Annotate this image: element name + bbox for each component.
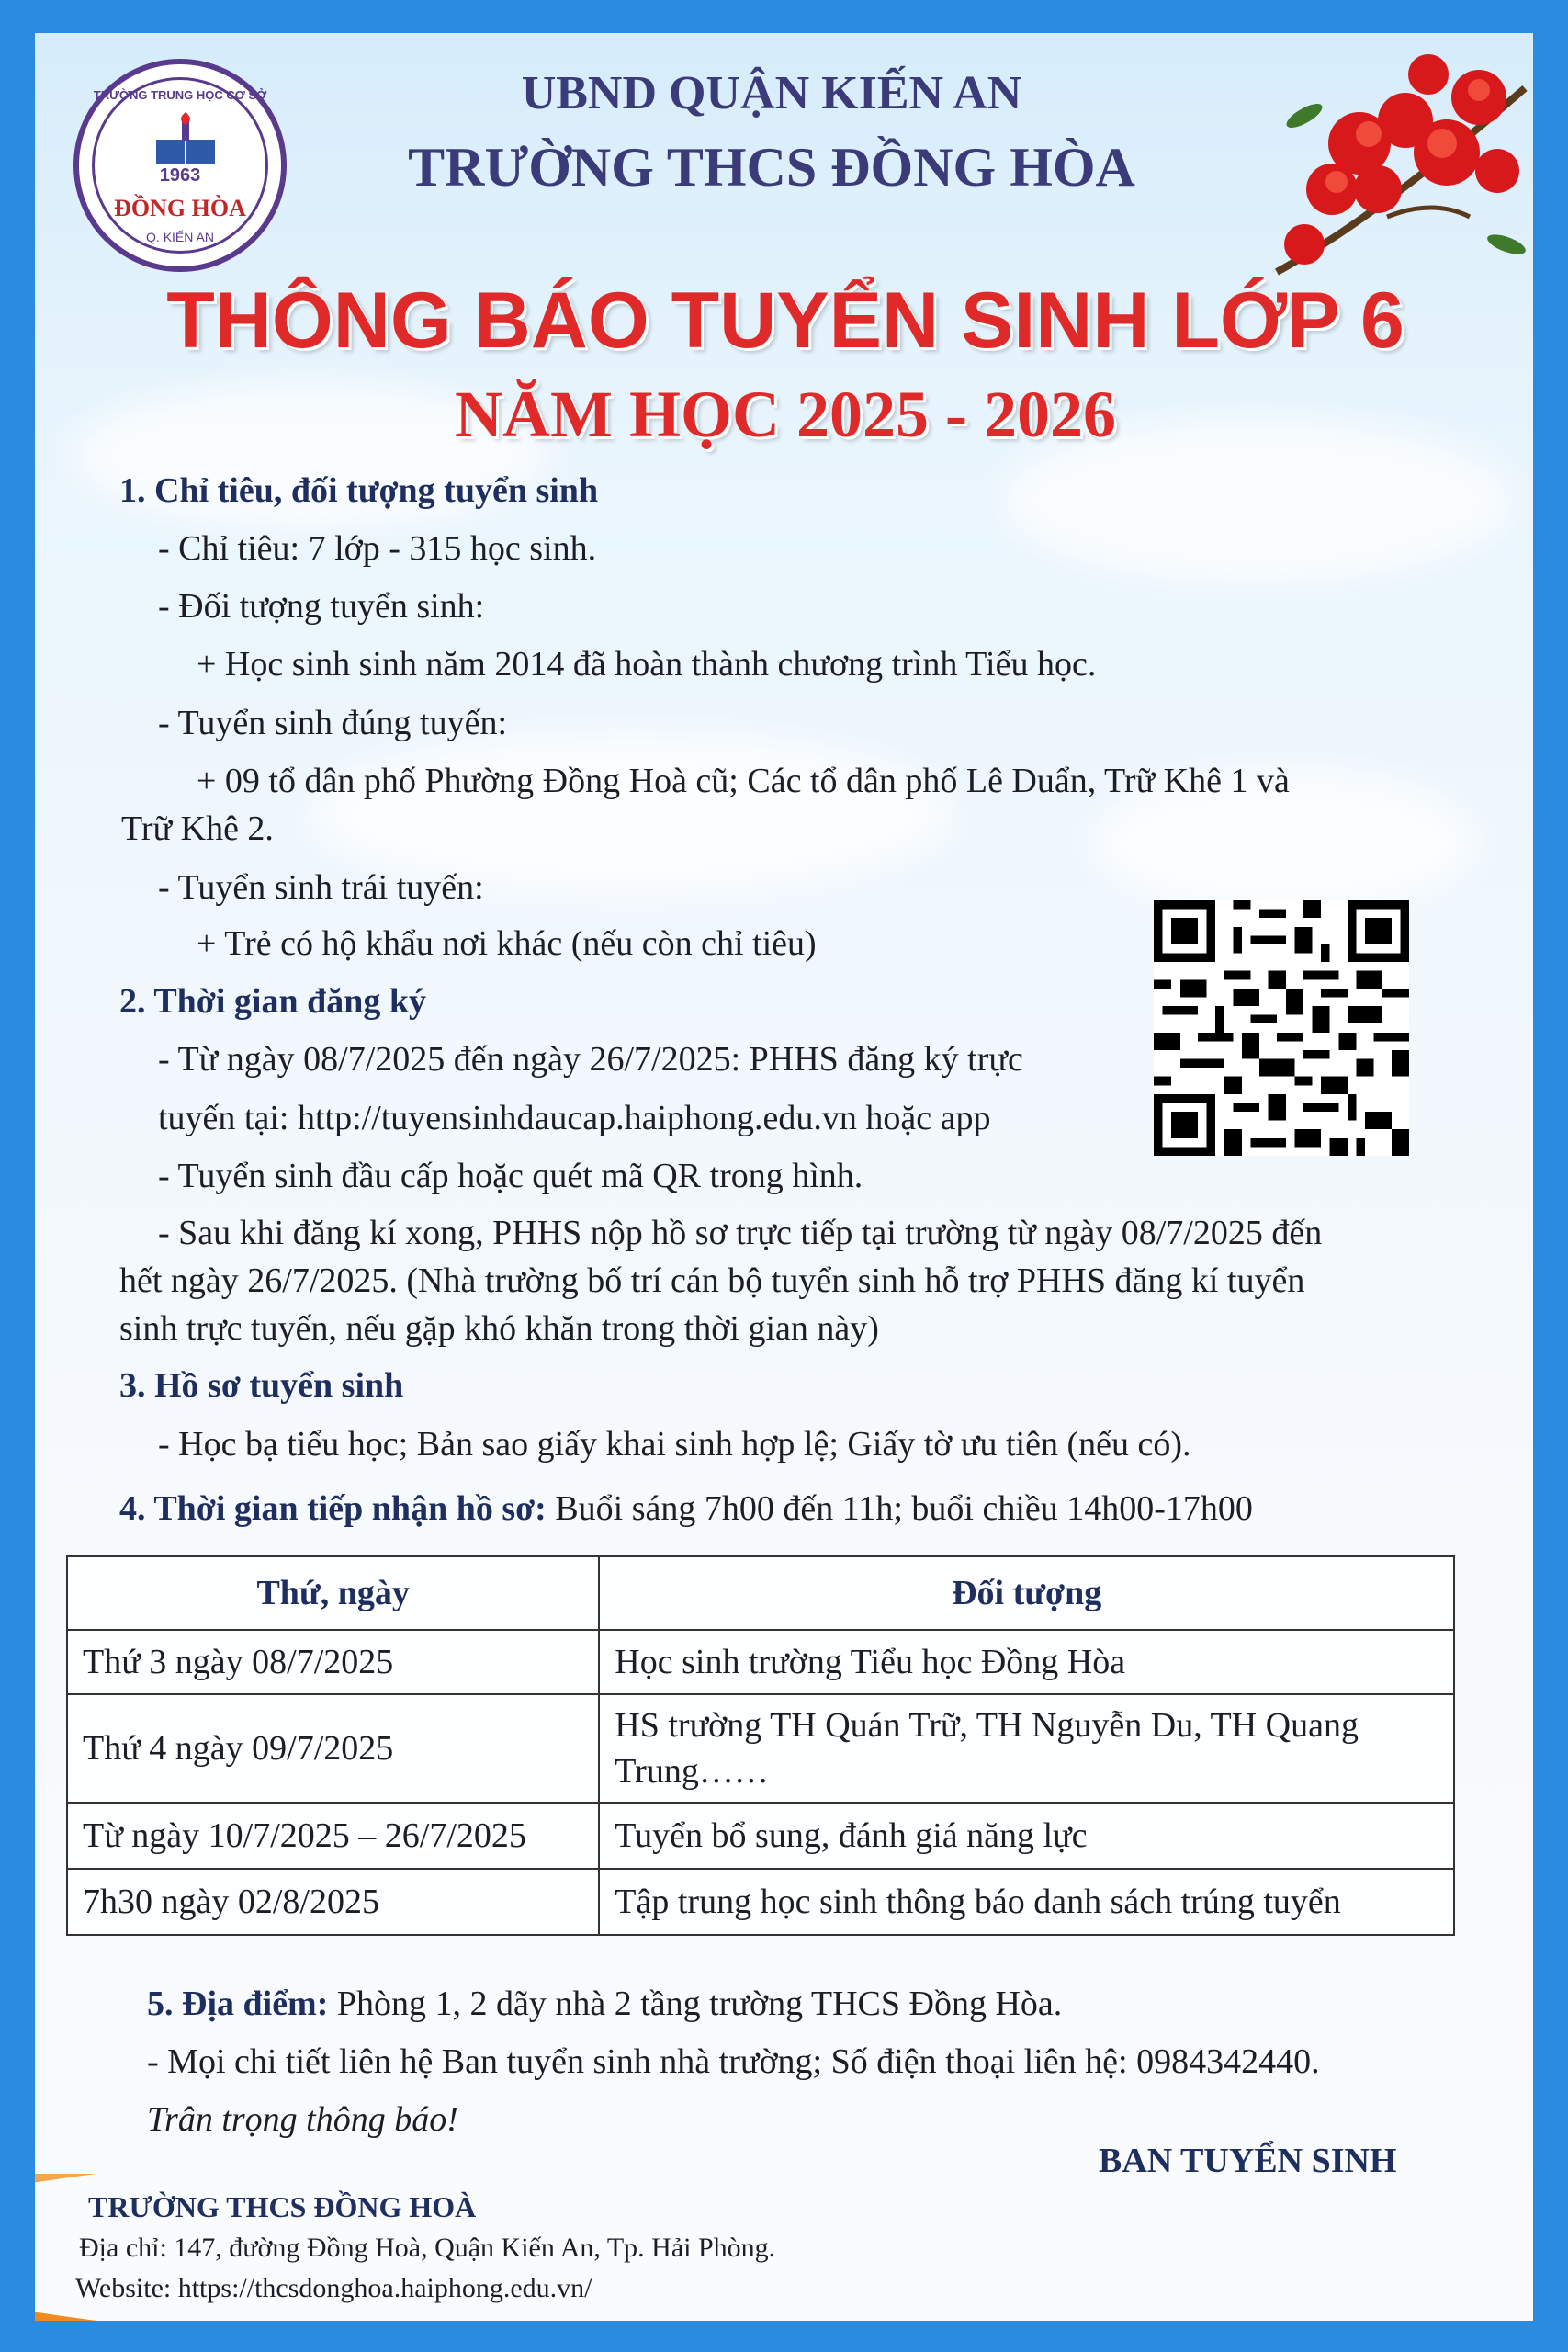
section2-line2: tuyến tại: http://tuyensinhdaucap.haiphong.edu.vn hoặc app: [158, 1099, 991, 1137]
logo-name: ĐỒNG HÒA: [114, 195, 246, 221]
section2-line3: - Tuyển sinh đầu cấp hoặc quét mã QR trong hình.: [158, 1157, 863, 1195]
logo-arc-text: TRƯỜNG TRUNG HỌC CƠ SỞ: [93, 88, 267, 102]
table-cell-target: Tuyển bổ sung, đánh giá năng lực: [599, 1803, 1454, 1869]
school-year-title: NĂM HỌC 2025 - 2026: [455, 378, 1116, 451]
section5-text: Phòng 1, 2 dãy nhà 2 tầng trường THCS Đồng Hòa.: [328, 1984, 1063, 2023]
table-cell-target: HS trường TH Quán Trữ, TH Nguyễn Du, TH Quang Trung……: [599, 1694, 1454, 1803]
table-cell-target: Tập trung học sinh thông báo danh sách trúng tuyển: [599, 1869, 1454, 1935]
section1-correct-item-cont: Trữ Khê 2.: [121, 809, 274, 848]
table-row: [67, 1869, 1454, 1935]
section2-line4: - Sau khi đăng kí xong, PHHS nộp hồ sơ trực tiếp tại trường từ ngày 08/7/2025 đến: [158, 1214, 1323, 1252]
qr-code: [1154, 900, 1409, 1156]
header-authority: UBND QUẬN KIẾN AN: [521, 67, 1022, 119]
schedule-table: [66, 1555, 1455, 1936]
section1-correct-item: + 09 tổ dân phố Phường Đồng Hoà cũ; Các tổ dân phố Lê Duẩn, Trữ Khê 1 và: [197, 762, 1290, 800]
section1-target-item: + Học sinh sinh năm 2014 đã hoàn thành chương trình Tiểu học.: [197, 645, 1097, 684]
column-header-target: Đối tượng: [599, 1556, 1454, 1630]
school-logo: [73, 59, 287, 272]
section2-heading: 2. Thời gian đăng ký: [119, 982, 426, 1021]
section2-line6: sinh trực tuyến, nếu gặp khó khăn trong thời gian này): [119, 1309, 879, 1348]
notice-title: THÔNG BÁO TUYỂN SINH LỚP 6: [166, 277, 1404, 365]
section4-text: Buổi sáng 7h00 đến 11h; buổi chiều 14h00-17h00: [546, 1489, 1253, 1528]
torch-book-icon: [149, 112, 222, 167]
signature: BAN TUYỂN SINH: [1099, 2142, 1397, 2180]
table-header-row: [67, 1556, 1454, 1630]
section3-heading: 3. Hồ sơ tuyển sinh: [119, 1366, 404, 1405]
section1-wrong-item: + Trẻ có hộ khẩu nơi khác (nếu còn chỉ tiêu): [197, 924, 817, 963]
section3-line1: - Học bạ tiểu học; Bản sao giấy khai sinh hợp lệ; Giấy tờ ưu tiên (nếu có).: [158, 1425, 1191, 1464]
table-row: [67, 1803, 1454, 1869]
section2-line1: - Từ ngày 08/7/2025 đến ngày 26/7/2025: PHHS đăng ký trực: [158, 1040, 1023, 1079]
section1-wrong-label: - Tuyển sinh trái tuyến:: [158, 868, 484, 907]
logo-district: Q. KIẾN AN: [146, 230, 214, 244]
regards-text: Trân trọng thông báo!: [147, 2100, 458, 2139]
header-school: TRƯỜNG THCS ĐỒNG HÒA: [408, 137, 1135, 198]
logo-year: 1963: [159, 165, 201, 186]
table-cell-day: Thứ 3 ngày 08/7/2025: [67, 1630, 599, 1694]
section1-target-label: - Đối tượng tuyển sinh:: [158, 587, 485, 626]
section5-contact: - Mọi chi tiết liên hệ Ban tuyển sinh nhà trường; Số điện thoại liên hệ: 0984342440.: [147, 2042, 1320, 2081]
footer-address: Địa chỉ: 147, đường Đồng Hoà, Quận Kiến An, Tp. Hải Phòng.: [79, 2233, 776, 2263]
section1-quota: - Chỉ tiêu: 7 lớp - 315 học sinh.: [158, 529, 597, 568]
table-cell-day: 7h30 ngày 02/8/2025: [67, 1869, 599, 1935]
footer-school: TRƯỜNG THCS ĐỒNG HOÀ: [88, 2190, 477, 2223]
table-cell-target: Học sinh trường Tiểu học Đồng Hòa: [599, 1630, 1454, 1694]
section5-line: [147, 1982, 1062, 2026]
section1-correct-label: - Tuyển sinh đúng tuyến:: [158, 704, 508, 742]
section2-line5: hết ngày 26/7/2025. (Nhà trường bố trí cán bộ tuyển sinh hỗ trợ PHHS đăng kí tuyển: [119, 1261, 1305, 1300]
table-row: [67, 1630, 1454, 1694]
footer-website[interactable]: Website: https://thcsdonghoa.haiphong.edu.vn/: [75, 2273, 592, 2303]
table-cell-day: Từ ngày 10/7/2025 – 26/7/2025: [67, 1803, 599, 1869]
section4-heading: 4. Thời gian tiếp nhận hồ sơ:: [119, 1489, 547, 1528]
table-cell-day: Thứ 4 ngày 09/7/2025: [67, 1694, 599, 1803]
flame-flower-decoration: [1249, 33, 1533, 300]
section5-heading: 5. Địa điểm:: [147, 1984, 329, 2023]
table-row: [67, 1694, 1454, 1803]
section4-line: [119, 1487, 1253, 1531]
column-header-day: Thứ, ngày: [67, 1556, 599, 1630]
section1-heading: 1. Chỉ tiêu, đối tượng tuyển sinh: [119, 471, 599, 510]
